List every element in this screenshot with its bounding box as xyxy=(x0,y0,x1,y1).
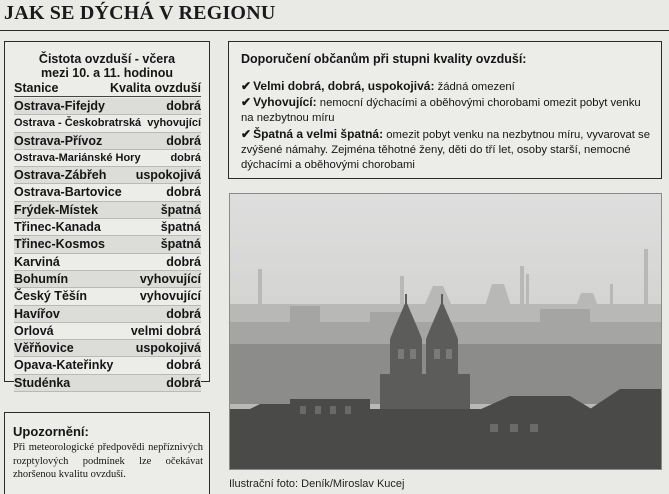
quality-value: dobrá xyxy=(166,254,201,269)
recommendation-label: Špatná a velmi špatná: xyxy=(253,126,384,141)
air-quality-box xyxy=(4,41,210,390)
air-quality-title: Čistota ovzduší - včera xyxy=(38,52,176,66)
station-name: Věřňovice xyxy=(14,341,74,356)
recommendation-label: Vyhovující: xyxy=(253,95,317,110)
table-row xyxy=(14,306,201,323)
recommendations-body xyxy=(241,79,656,173)
check-icon: ✔ xyxy=(241,95,252,110)
station-name: Opava-Kateřinky xyxy=(14,358,114,373)
table-row xyxy=(14,150,201,167)
air-quality-header xyxy=(14,81,201,97)
quality-value: uspokojivá xyxy=(135,341,201,356)
recommendation-label: Velmi dobrá, dobrá, uspokojivá: xyxy=(253,79,435,93)
headline-rule xyxy=(0,30,669,31)
recommendation-item xyxy=(241,97,641,124)
table-row xyxy=(14,167,201,184)
table-row xyxy=(14,323,201,340)
station-name: Studénka xyxy=(14,375,71,390)
quality-value: dobrá xyxy=(166,375,201,390)
quality-value: dobrá xyxy=(166,358,201,373)
station-name: Český Těšín xyxy=(14,289,87,304)
station-name: Ostrava-Fifejdy xyxy=(14,99,106,113)
quality-value: uspokojivá xyxy=(135,168,201,183)
table-row xyxy=(14,115,201,132)
quality-value: dobrá xyxy=(166,185,201,200)
recommendation-text: nemocní dýchacími a oběhovými chorobami omezit pobyt venku na nezbytnou míru xyxy=(241,97,641,125)
station-name: Ostrava-Zábřeh xyxy=(14,168,107,183)
quality-value: vyhovující xyxy=(139,271,201,286)
table-row xyxy=(14,184,201,201)
station-name: Orlová xyxy=(14,323,54,338)
table-row xyxy=(14,288,201,305)
table-row xyxy=(14,98,201,115)
station-name: Ostrava-Mariánské Hory xyxy=(14,151,141,164)
station-name: Havířov xyxy=(14,306,60,321)
recommendation-item xyxy=(241,81,515,93)
air-quality-rows xyxy=(14,98,201,392)
city-smog-photo xyxy=(229,193,662,470)
quality-value: špatná xyxy=(160,202,201,217)
city-smog-illustration xyxy=(230,194,662,470)
table-row xyxy=(14,202,201,219)
air-quality-subtitle: mezi 10. a 11. hodinou xyxy=(41,66,173,80)
quality-value: dobrá xyxy=(166,306,201,321)
recommendation-text: žádná omezení xyxy=(437,81,515,93)
station-name: Karviná xyxy=(14,254,60,269)
recommendations-box xyxy=(228,41,662,179)
station-name: Bohumín xyxy=(14,271,69,286)
photo-caption: Ilustrační foto: Deník/Miroslav Kucej xyxy=(229,478,405,490)
warning-box xyxy=(4,412,210,494)
quality-value: velmi dobrá xyxy=(130,323,201,338)
table-row xyxy=(14,340,201,357)
recommendations-title: Doporučení občanům při stupni kvality ovzduší: xyxy=(241,52,527,66)
station-name: Frýdek-Místek xyxy=(14,202,99,217)
column-header-station: Stanice xyxy=(14,81,59,95)
table-row xyxy=(14,133,201,150)
check-icon: ✔ xyxy=(241,79,252,93)
table-row xyxy=(14,271,201,288)
check-icon: ✔ xyxy=(241,126,252,141)
station-name: Ostrava - Českobratrská xyxy=(14,117,142,130)
recommendation-text: omezit pobyt venku na nezbytnou míru, vyvarovat se zvýšené námahy. Zejména těhotné ženy, děti do tří let, osoby starší, nemocné dýchacími a oběhovými chorobami xyxy=(241,128,650,172)
table-row xyxy=(14,254,201,271)
recommendation-item xyxy=(241,126,650,172)
quality-value: špatná xyxy=(160,220,201,235)
quality-value: vyhovující xyxy=(147,117,201,130)
quality-value: špatná xyxy=(160,237,201,252)
column-header-quality: Kvalita ovzduší xyxy=(110,81,201,95)
table-row xyxy=(14,236,201,253)
quality-value: vyhovující xyxy=(139,289,201,304)
table-row xyxy=(14,357,201,374)
headline: JAK SE DÝCHÁ V REGIONU xyxy=(4,2,276,24)
table-row xyxy=(14,219,201,236)
station-name: Třinec-Kosmos xyxy=(14,237,105,252)
warning-title: Upozornění: xyxy=(13,424,89,439)
warning-text: Při meteorologické předpovědi nepříznivých rozptylových podmínek lze očekávat zhoršenou kvalitu ovzduší. xyxy=(13,442,203,480)
table-row xyxy=(14,375,201,392)
station-name: Ostrava-Bartovice xyxy=(14,185,122,200)
station-name: Třinec-Kanada xyxy=(14,220,101,235)
quality-value: dobrá xyxy=(170,151,201,164)
quality-value: dobrá xyxy=(166,133,201,148)
quality-value: dobrá xyxy=(166,99,201,113)
station-name: Ostrava-Přívoz xyxy=(14,133,103,148)
